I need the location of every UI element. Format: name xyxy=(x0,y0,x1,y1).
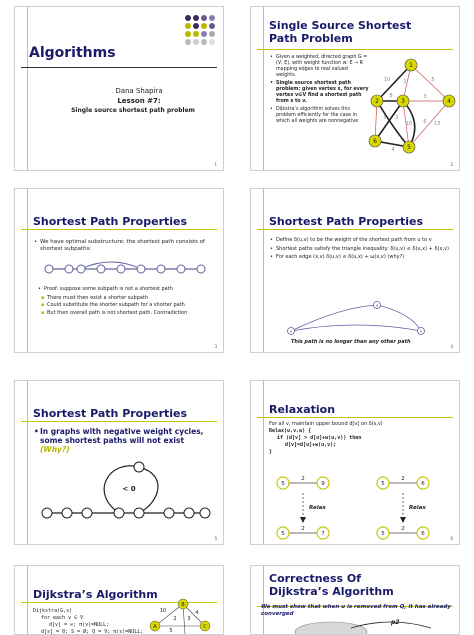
sub-bullet: ▪ But then overall path is not shortest path. Contradiction xyxy=(33,310,215,317)
correctness-diagram xyxy=(291,618,441,635)
node-label: 2 xyxy=(375,98,379,105)
sub-bullet: ▪ Could substitute the shorter subpath for a shorter path xyxy=(33,302,215,309)
slide-relaxation xyxy=(250,380,460,545)
code-line: if (d[v] > d[u]+w(u,v)) then xyxy=(277,435,362,441)
slide-heading: Correctness Of Dijkstra’s Algorithm xyxy=(269,572,394,598)
node-label: 4 xyxy=(447,98,451,105)
code-line: d[s] = 0; S = Ø; Q = V; π(s)=NULL; xyxy=(41,629,144,635)
node-label: 1 xyxy=(409,62,413,69)
correctness-statement: We must show that when u is removed from Q, it has already converged xyxy=(261,604,451,617)
page-number: 5 xyxy=(214,536,217,541)
edge-weight: 5 xyxy=(383,115,387,121)
node-value: 6 xyxy=(421,531,425,537)
node-value: 7 xyxy=(321,531,325,537)
slide-heading: Single Source Shortest Path Problem xyxy=(269,19,412,45)
node-label: A xyxy=(153,624,157,630)
node-label: 5 xyxy=(407,144,411,151)
bullet-delta: • Define δ(u,v) to be the weight of the shortest path from u to v xyxy=(269,237,451,244)
node-label: v xyxy=(419,329,423,334)
code-line: d[v]=d[u]+w(u,v); xyxy=(285,442,337,448)
edge-weight: 5 xyxy=(431,77,435,83)
decorative-dots xyxy=(185,15,219,45)
slide-sp-properties-2 xyxy=(250,188,460,353)
edge-weight: 8 xyxy=(389,93,393,99)
edge-weight: 13 xyxy=(433,121,441,127)
node-value: 9 xyxy=(321,481,325,487)
edge-weight: 5 xyxy=(169,628,173,634)
edge-weight: 10 xyxy=(383,77,391,83)
edge-weight: 3 xyxy=(187,616,191,622)
node-value: 6 xyxy=(421,481,425,487)
slide-heading: Dijkstra’s Algorithm xyxy=(33,588,158,601)
edge-weight: 4 xyxy=(391,147,395,153)
author: Dana Shapira xyxy=(115,87,163,95)
negative-cycle-diagram xyxy=(39,453,219,533)
edge-weight: 2 xyxy=(401,526,405,532)
node-label: B xyxy=(181,602,185,608)
bullet-edge: • For each edge (x,v) δ(u,v) ≤ δ(u,x) + ω(x,v) (why?) xyxy=(269,254,451,261)
bullet-substructure: • We have optimal substructure: the shortest path consists of shortest subpaths: xyxy=(33,239,215,253)
node-label: x xyxy=(375,303,379,308)
bullet-proof: • Proof: suppose some subpath is not a shortest path xyxy=(37,286,215,293)
triangle-diagram xyxy=(281,301,431,337)
code-line: } xyxy=(269,449,273,455)
code-line: Dijkstra(G,s) xyxy=(33,608,73,614)
weighted-graph xyxy=(363,53,459,163)
lesson-subtitle: Single source shortest path problem xyxy=(71,107,195,114)
node-label: 6 xyxy=(373,138,377,145)
edge-weight: 10 xyxy=(159,608,167,614)
why-text: (Why?) xyxy=(40,445,70,454)
edge-weight: 2 xyxy=(401,476,405,482)
slide-heading: Shortest Path Properties xyxy=(269,215,424,228)
negative-cycles-text: In graphs with negative weight cycles, some shortest paths will not exist xyxy=(40,427,204,445)
edge-weight: 1 xyxy=(403,79,407,85)
slide-heading: Shortest Path Properties xyxy=(33,407,188,420)
edge-weight: 6 xyxy=(423,119,427,125)
edge-weight: 2 xyxy=(173,616,177,622)
node-value: 5 xyxy=(381,531,385,537)
code-line: for each v ∈ V xyxy=(41,615,84,621)
bullet-definition: • Given a weighted, directed graph G = (V, E), with weight function w: E → R mapping edges to real valued weights. xyxy=(269,55,369,79)
edge-weight: 10 xyxy=(405,121,413,127)
slide-dijkstra xyxy=(14,565,224,635)
slide-heading: Shortest Path Properties xyxy=(33,215,188,228)
node-label: C xyxy=(203,624,207,630)
edge-weight: 4 xyxy=(195,610,199,616)
slide-correctness xyxy=(250,565,460,635)
relaxation-diagram xyxy=(271,471,457,541)
bullet-problem: • Single source shortest path problem: given vertex s, for every vertex v∈V find a shortest path from s to v. xyxy=(269,81,369,105)
node-value: 5 xyxy=(381,481,385,487)
edge-weight: 3 xyxy=(423,94,427,100)
slide-sssp-problem xyxy=(250,6,460,171)
slide-title-heading: Algorithms xyxy=(29,45,116,61)
edge-weight: 2 xyxy=(301,476,305,482)
code-line: Relax(u,v,w) { xyxy=(269,428,312,434)
slide-sp-properties-3 xyxy=(14,380,224,545)
page-number: 6 xyxy=(450,536,453,541)
lesson-number: Lesson #7: xyxy=(117,97,161,105)
page-number: 4 xyxy=(450,344,453,349)
node-value: 5 xyxy=(281,481,285,487)
edge-weight: 2 xyxy=(301,526,305,532)
slide-title xyxy=(14,6,224,171)
bullet-triangle: • Shortest paths satisfy the triangle inequality: δ(u,v) ≤ δ(u,x) + δ(x,v) xyxy=(269,246,451,253)
slide-heading: Relaxation xyxy=(269,403,336,416)
node-value: 5 xyxy=(281,531,285,537)
slide-sp-properties-1 xyxy=(14,188,224,353)
page-number: 1 xyxy=(214,162,217,167)
page-number: 3 xyxy=(214,344,217,349)
bullet-negative-cycles xyxy=(33,427,215,454)
relax-label: Relax xyxy=(309,505,326,511)
relax-label: Relax xyxy=(409,505,426,511)
node-label: u xyxy=(289,329,293,334)
bullet-dijkstra: • Dijkstra’s algorithm solves this problem efficiently for the case in which all weights are nonnegative xyxy=(269,107,369,125)
dijkstra-graph xyxy=(145,596,221,635)
diagram-caption: This path is no longer than any other path xyxy=(291,339,411,345)
path-diagram xyxy=(41,259,211,279)
node-label: 3 xyxy=(401,98,405,105)
path-label: p2 xyxy=(391,619,400,626)
sub-bullet: ▪ There must then exist a shorter subpath xyxy=(33,295,215,302)
edge-weight: 2 xyxy=(395,115,399,121)
cycle-weight-label: < 0 xyxy=(122,485,136,493)
relax-intro: For all v, maintain upper bound d[v] on δ(s,v) xyxy=(269,421,383,427)
page-number: 2 xyxy=(450,162,453,167)
code-line: d[v] = ∞; π(v)=NULL; xyxy=(49,622,110,628)
